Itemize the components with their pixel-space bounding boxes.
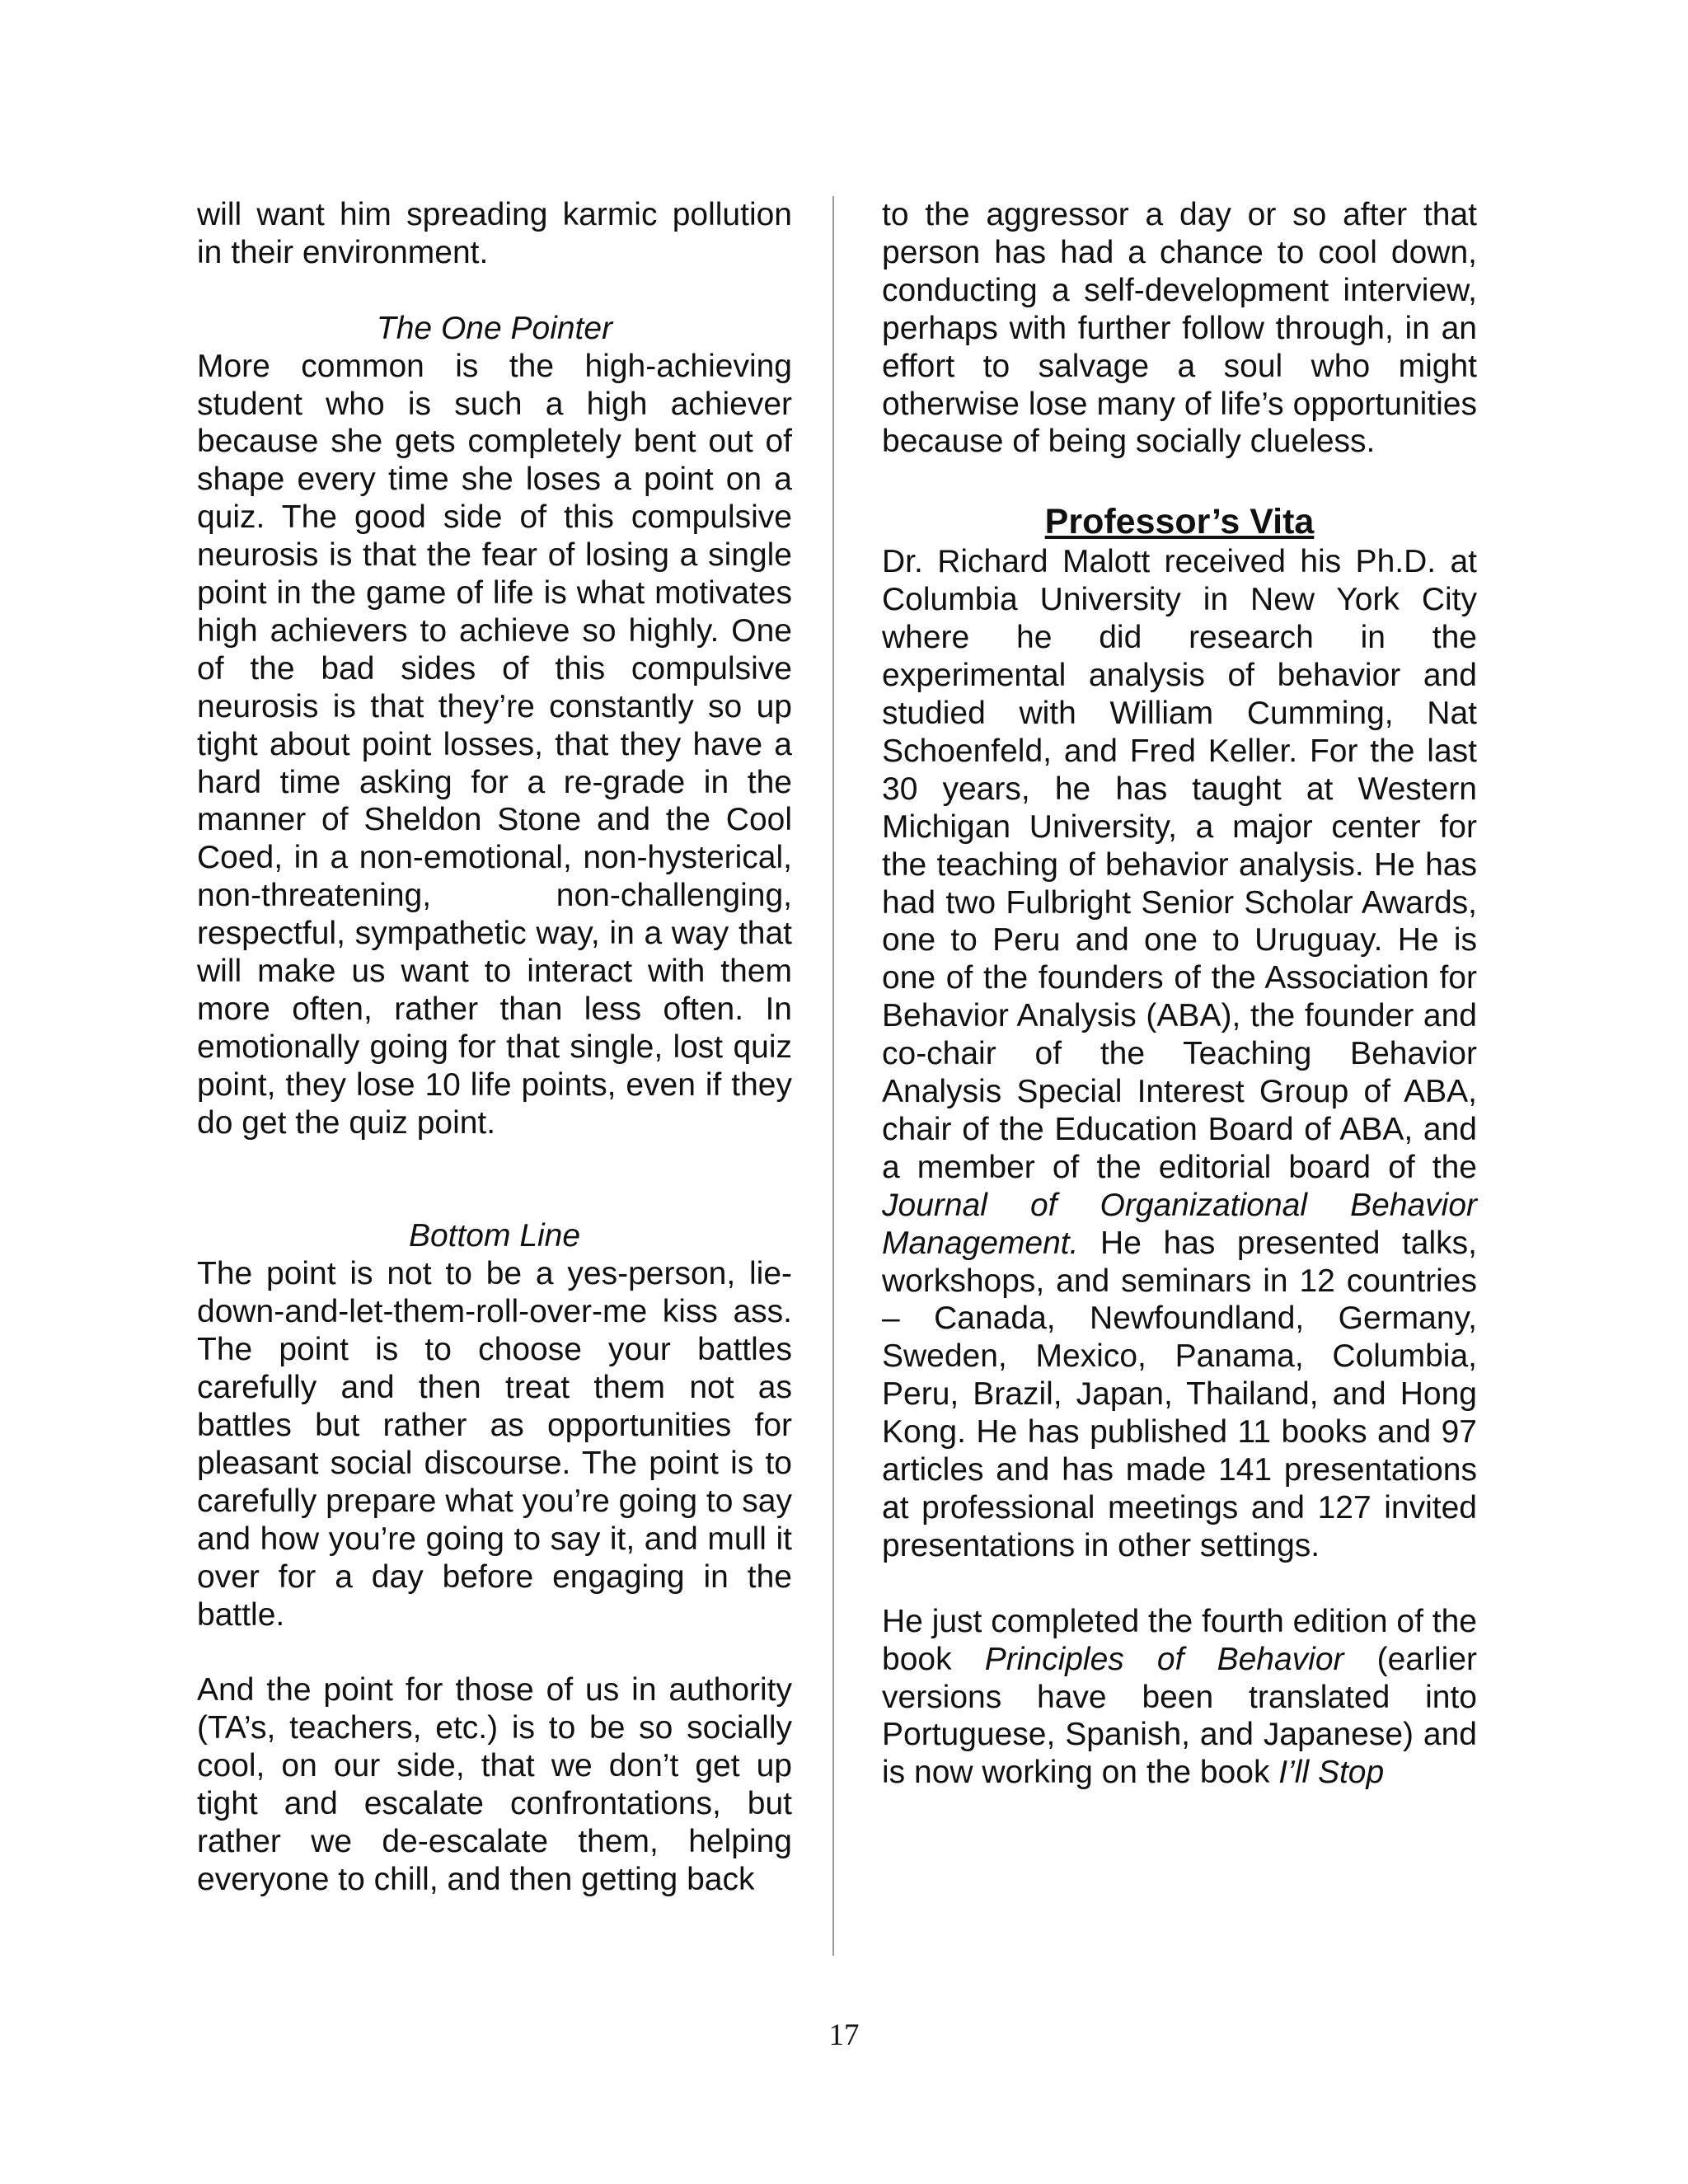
heading-one-pointer: The One Pointer	[376, 310, 613, 346]
heading-professors-vita: Professor’s Vita	[1044, 502, 1315, 542]
book-title-ill-stop: I’ll Stop	[1278, 1755, 1385, 1791]
paragraph-one-pointer: More common is the high-achieving student who is such a high achiever because she gets completely bent out of shape every time she loses a point on a quiz. The good side of this compulsive neurosis is that the fear of losing a single point in the game of life is what motivates high achievers to achieve so highly. One of the bad sides of this compulsive neurosis is that they’re constantly so up tight about point losses, that they have a hard time asking for a re-grade in the manner of Sheldon Stone and the Cool Coed, in a non-emotional, non-hysterical, non-threatening, non-challenging, respectful, sympathetic way, in a way that will make us want to interact with them more often, rather than less often. In emotionally going for that single, lost quiz point, they lose 10 life points, even if they do get the quiz point.	[197, 348, 792, 1141]
page-number: 17	[828, 2018, 860, 2052]
paragraph-aggressor: to the aggressor a day or so after that person has had a chance to cool down, conducting a self-development interview, perhaps with further follow through, in an effort to salvage a soul who might otherwise lose many of life’s opportunities because of being socially clueless.	[882, 197, 1477, 460]
paragraph-bottom-line: The point is not to be a yes-person, lie-down-and-let-them-roll-over-me kiss ass. The point is to choose your battles carefully and then treat them not as battles but rather as opportunities for pleasant social discourse. The point is to carefully prepare what you’re going to say and how you’re going to say it, and mull it over for a day before engaging in the battle.	[197, 1256, 792, 1633]
paragraph-vita-books	[882, 1603, 1477, 1793]
left-column	[197, 196, 792, 1899]
vita-bio-text-start: Dr. Richard Malott received his Ph.D. at Columbia University in New York City where he did research in the experimental analysis of behavior and studied with William Cumming, Nat Schoenfeld, and Fred Keller. For the last 30 years, he has taught at Western Michigan University, a major center for the teaching of behavior analysis. He has had two Fulbright Senior Scholar Awards, one to Peru and one to Uruguay. He is one of the founders of the Association for Behavior Analysis (ABA), the founder and co-chair of the Teaching Behavior Analysis Special Interest Group of ABA, chair of the Education Board of ABA, and a member of the editorial board of the	[882, 544, 1477, 1185]
vita-bio-text-end: He has presented talks, workshops, and seminars in 12 countries – Canada, Newfoundland, Germany, Sweden, Mexico, Panama, Columbia, Peru, Brazil, Japan, Thailand, and Hong Kong. He has published 11 books and 97 articles and has made 141 presentations at professional meetings and 127 invited presentations in other settings.	[882, 1225, 1477, 1563]
heading-bottom-line: Bottom Line	[408, 1218, 581, 1254]
vita-books-text-middle: (earlier versions have been translated into Portuguese, Spanish, and Japanese) and is now working on the book	[882, 1641, 1478, 1791]
paragraph-authority: And the point for those of us in authority (TA’s, teachers, etc.) is to be so socially cool, on our side, that we don’t get up tight and escalate confrontations, but rather we de-escalate them, helping everyone to chill, and then getting back	[197, 1672, 792, 1897]
right-column	[882, 196, 1477, 1792]
paragraph-vita-bio	[882, 543, 1477, 1564]
paragraph-karmic-pollution: will want him spreading karmic pollution in their environment.	[197, 197, 792, 270]
journal-title: Journal of Organizational Behavior Management.	[882, 1187, 1477, 1261]
book-title-principles: Principles of Behavior	[984, 1641, 1344, 1677]
column-divider	[832, 196, 834, 1956]
vita-books-text-start: He just completed the fourth edition of the book	[882, 1603, 1477, 1677]
